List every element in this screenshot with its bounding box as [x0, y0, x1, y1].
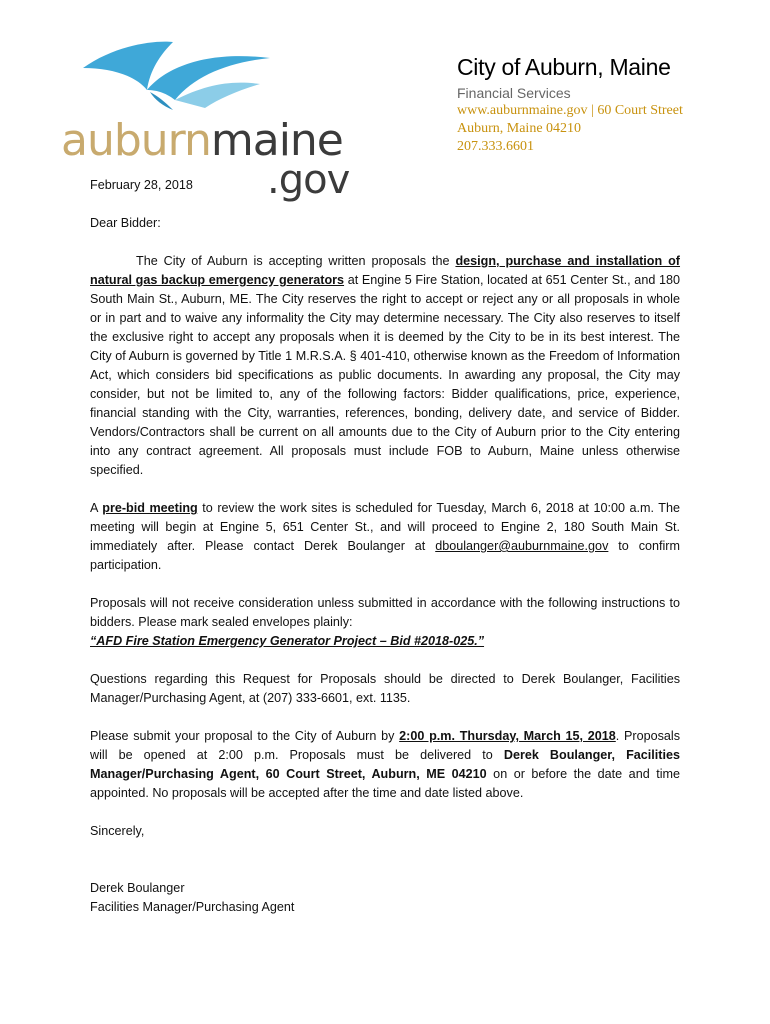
deadline: 2:00 p.m. Thursday, March 15, 2018 [399, 729, 616, 743]
p2-text-c: to review the work sites is scheduled for Tuesday, March 6, 2018 at 10:00 a.m. The meeting will begin at Engine 5, 651 Center St., and will proceed to Engine 2, 180 South Main St. immediately after. Please contact Derek Boulanger at [90, 501, 680, 553]
closing: Sincerely, [90, 824, 145, 838]
p5-text-c: . Proposals will be opened at 2:00 p.m. Proposals must be delivered to [90, 729, 680, 762]
p1-text-a: The City of Auburn is accepting written proposals the [136, 254, 456, 268]
delivery-address: Derek Boulanger, Facilities Manager/Purchasing Agent, 60 Court Street, Auburn, ME 04210 [90, 748, 680, 781]
prebid-meeting-label: pre-bid meeting [102, 501, 198, 515]
project-description: design, purchase and installation of natural gas backup emergency generators [90, 254, 681, 287]
letter-body [90, 176, 680, 917]
bird-wings-icon [55, 40, 355, 120]
city-title: City of Auburn, Maine [457, 54, 671, 80]
p5-text-a: Please submit your proposal to the City of Auburn by [90, 729, 400, 743]
street-address: 60 Court Street [597, 103, 683, 118]
p5-text-e: on or before the date and time appointed. No proposals will be accepted after the time and date listed above. [90, 767, 681, 800]
letter-date: February 28, 2018 [90, 178, 193, 192]
paragraph-prebid [90, 499, 680, 575]
department-name: Financial Services [457, 85, 571, 101]
phone-number: 207.333.6601 [457, 139, 534, 154]
p2-text-a: A [90, 501, 103, 515]
logo-word-gov: .gov [267, 157, 350, 203]
email-link[interactable]: dboulanger@auburnmaine.gov [435, 539, 609, 553]
signer-title: Facilities Manager/Purchasing Agent [90, 900, 295, 914]
website-link[interactable]: www.auburnmaine.gov [457, 103, 588, 118]
contact-separator: | [587, 103, 598, 118]
website-line [457, 102, 757, 120]
paragraph-questions: Questions regarding this Request for Proposals should be directed to Derek Boulanger, Facilities Manager/Purchasing Agent, at (207) 333-6601, ext. 1135. [90, 672, 680, 705]
paragraph-submission [90, 727, 680, 803]
logo-word-auburn: auburn [61, 115, 211, 166]
city-zip: Auburn, Maine 04210 [457, 121, 582, 136]
signer-name: Derek Boulanger [90, 881, 185, 895]
logo-word-maine: maine [210, 115, 343, 166]
paragraph-instructions: Proposals will not receive consideration unless submitted in accordance with the following instructions to bidders. Please mark sealed envelopes plainly: [90, 596, 680, 629]
p1-text-c: at Engine 5 Fire Station, located at 651 Center St., and 180 South Main St., Auburn, ME. The City reserves the right to accept or reject any or all proposals in whole or in part and to waive any informality the City may determine necessary. The City also reserves to itself the exclusive right to accept any proposals when it is deemed by the City to be in its best interest. The City of Auburn is governed by Title 1 M.R.S.A. § 401-410, otherwise known as the Freedom of Information Act, which considers bid specifications as public documents. In awarding any proposal, the City may consider, but not be limited to, any of the following factors: Bidder qualifications, price, experience, financial standing with the City, warranties, references, bonding, delivery date, and service of Bidder. Vendors/Contractors shall be current on all amounts due to the City of Auburn prior to the City entering into any contract agreement. All proposals must include FOB to Auburn, Maine unless otherwise specified. [90, 273, 681, 477]
letterhead [457, 52, 757, 156]
bid-title: “AFD Fire Station Emergency Generator Project – Bid #2018-025.” [90, 634, 485, 648]
salutation: Dear Bidder: [90, 216, 161, 230]
paragraph-proposals [90, 252, 680, 480]
p2-text-d: to confirm participation. [90, 539, 680, 572]
